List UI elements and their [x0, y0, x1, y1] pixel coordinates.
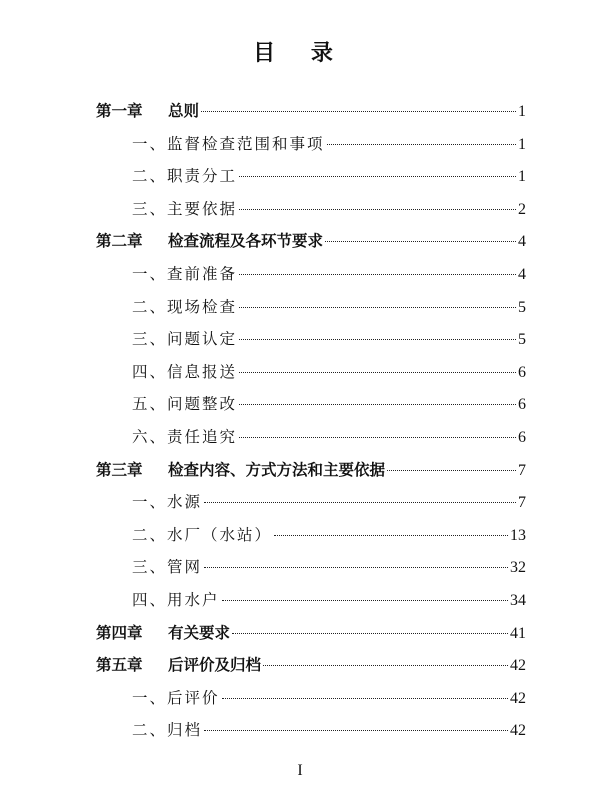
toc-list — [96, 99, 526, 751]
toc-page-number: 6 — [518, 396, 526, 414]
toc-entry-section[interactable] — [96, 392, 526, 425]
toc-page-number: 6 — [518, 363, 526, 381]
toc-entry-section[interactable] — [96, 425, 526, 458]
page-folio: I — [297, 762, 303, 779]
section-title: 二、水厂（水站） — [132, 525, 273, 544]
toc-entry-label — [96, 621, 230, 643]
toc-page-number: 7 — [518, 461, 526, 479]
dot-leader — [239, 437, 516, 438]
page-title: 目 录 — [253, 41, 347, 66]
dot-leader — [239, 404, 516, 405]
toc-entry-label — [96, 458, 385, 480]
toc-page-number: 4 — [518, 265, 526, 283]
toc-page-number: 32 — [510, 559, 526, 577]
dot-leader — [222, 600, 508, 601]
toc-entry-chapter[interactable] — [96, 458, 526, 491]
toc-page-number: 41 — [510, 624, 526, 642]
chapter-title: 后评价及归档 — [168, 656, 262, 675]
toc-entry-section[interactable] — [96, 686, 526, 719]
toc-entry-section[interactable] — [96, 132, 526, 165]
toc-entry-section[interactable] — [96, 262, 526, 295]
dot-leader — [239, 274, 516, 275]
dot-leader — [204, 567, 508, 568]
toc-page-number: 34 — [510, 591, 526, 609]
dot-leader — [222, 698, 508, 699]
toc-page-number: 6 — [518, 428, 526, 446]
section-title: 二、现场检查 — [132, 297, 238, 316]
toc-entry-section[interactable] — [96, 555, 526, 588]
chapter-number: 第二章 — [96, 232, 143, 251]
dot-leader — [239, 339, 516, 340]
chapter-title: 有关要求 — [168, 623, 231, 642]
toc-page-number: 13 — [510, 526, 526, 544]
toc-entry-chapter[interactable] — [96, 99, 526, 132]
toc-page-number: 5 — [518, 298, 526, 316]
toc-entry-label — [96, 653, 261, 675]
chapter-number: 第五章 — [96, 656, 143, 675]
toc-entry-chapter[interactable] — [96, 229, 526, 262]
toc-page-number: 2 — [518, 200, 526, 218]
toc-page-number: 42 — [510, 722, 526, 740]
chapter-title: 检查流程及各环节要求 — [168, 232, 324, 251]
dot-leader — [239, 176, 516, 177]
toc-entry-chapter[interactable] — [96, 653, 526, 686]
dot-leader — [327, 144, 516, 145]
dot-leader — [239, 372, 516, 373]
toc-entry-section[interactable] — [96, 718, 526, 751]
chapter-number: 第三章 — [96, 460, 143, 479]
toc-entry-chapter[interactable] — [96, 621, 526, 654]
toc-entry-label — [96, 99, 199, 121]
dot-leader — [274, 535, 508, 536]
dot-leader — [239, 307, 516, 308]
section-title: 五、问题整改 — [132, 395, 238, 414]
chapter-title: 总则 — [168, 102, 200, 120]
dot-leader — [204, 502, 516, 503]
section-title: 三、管网 — [132, 558, 203, 577]
section-title: 六、责任追究 — [132, 427, 238, 446]
dot-leader — [239, 209, 516, 210]
section-title: 一、监督检查范围和事项 — [132, 134, 325, 153]
toc-page-number: 7 — [518, 494, 526, 512]
section-title: 三、主要依据 — [132, 199, 238, 218]
dot-leader — [263, 665, 508, 666]
dot-leader — [325, 241, 516, 242]
toc-page-number: 4 — [518, 233, 526, 251]
toc-page-number: 1 — [518, 168, 526, 186]
toc-entry-section[interactable] — [96, 327, 526, 360]
section-title: 二、职责分工 — [132, 167, 238, 186]
toc-entry-label — [96, 229, 323, 251]
toc-entry-section[interactable] — [96, 523, 526, 556]
dot-leader — [387, 470, 516, 471]
section-title: 一、后评价 — [132, 688, 220, 707]
toc-page-number: 5 — [518, 331, 526, 349]
toc-page-number: 1 — [518, 135, 526, 153]
chapter-number: 第四章 — [96, 623, 143, 642]
toc-entry-section[interactable] — [96, 490, 526, 523]
toc-entry-section[interactable] — [96, 360, 526, 393]
dot-leader — [232, 633, 508, 634]
dot-leader — [204, 730, 508, 731]
toc-entry-section[interactable] — [96, 197, 526, 230]
toc-page-number: 1 — [518, 103, 526, 120]
section-title: 一、查前准备 — [132, 264, 238, 283]
section-title: 一、水源 — [132, 493, 203, 512]
dot-leader — [201, 111, 516, 112]
toc-page-number: 42 — [510, 689, 526, 707]
toc-entry-section[interactable] — [96, 295, 526, 328]
toc-entry-section[interactable] — [96, 164, 526, 197]
section-title: 四、用水户 — [132, 590, 220, 609]
toc-entry-section[interactable] — [96, 588, 526, 621]
chapter-number: 第一章 — [96, 102, 143, 120]
chapter-title: 检查内容、方式方法和主要依据 — [168, 460, 386, 479]
section-title: 二、归档 — [132, 721, 203, 740]
section-title: 三、问题认定 — [132, 330, 238, 349]
section-title: 四、信息报送 — [132, 362, 238, 381]
toc-page-number: 42 — [510, 657, 526, 675]
